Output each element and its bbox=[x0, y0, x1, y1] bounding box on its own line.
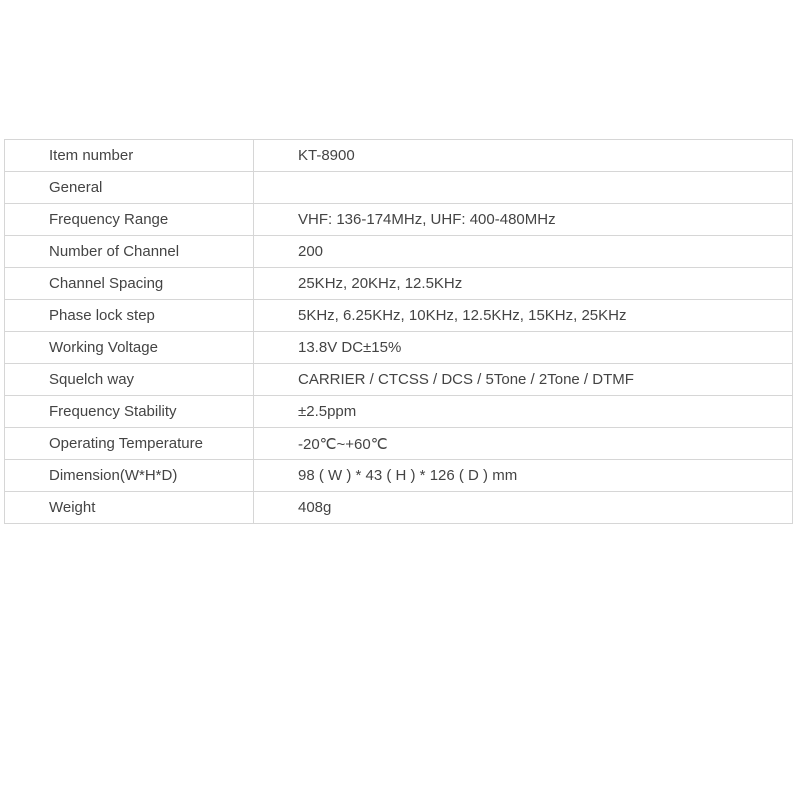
spec-value: KT-8900 bbox=[254, 140, 793, 172]
table-row bbox=[5, 396, 793, 428]
specification-table bbox=[4, 139, 793, 524]
table-row bbox=[5, 172, 793, 204]
spec-label: Phase lock step bbox=[5, 300, 254, 332]
table-row bbox=[5, 140, 793, 172]
spec-label: Frequency Range bbox=[5, 204, 254, 236]
spec-value bbox=[254, 172, 793, 204]
spec-value: 200 bbox=[254, 236, 793, 268]
spec-value: 408g bbox=[254, 492, 793, 524]
spec-value: 5KHz, 6.25KHz, 10KHz, 12.5KHz, 15KHz, 25KHz bbox=[254, 300, 793, 332]
table-row bbox=[5, 268, 793, 300]
table-row bbox=[5, 300, 793, 332]
spec-value: 98 ( W ) * 43 ( H ) * 126 ( D ) mm bbox=[254, 460, 793, 492]
spec-value: VHF: 136-174MHz, UHF: 400-480MHz bbox=[254, 204, 793, 236]
spec-label: General bbox=[5, 172, 254, 204]
spec-label: Weight bbox=[5, 492, 254, 524]
table-row bbox=[5, 236, 793, 268]
spec-value: 13.8V DC±15% bbox=[254, 332, 793, 364]
spec-label: Working Voltage bbox=[5, 332, 254, 364]
spec-label: Squelch way bbox=[5, 364, 254, 396]
spec-label: Number of Channel bbox=[5, 236, 254, 268]
table-row bbox=[5, 364, 793, 396]
spec-label: Dimension(W*H*D) bbox=[5, 460, 254, 492]
table-row bbox=[5, 460, 793, 492]
spec-label: Channel Spacing bbox=[5, 268, 254, 300]
table-row bbox=[5, 428, 793, 460]
spec-label: Operating Temperature bbox=[5, 428, 254, 460]
table-row bbox=[5, 204, 793, 236]
spec-label: Item number bbox=[5, 140, 254, 172]
spec-value: CARRIER / CTCSS / DCS / 5Tone / 2Tone / DTMF bbox=[254, 364, 793, 396]
table-row bbox=[5, 332, 793, 364]
spec-value: 25KHz, 20KHz, 12.5KHz bbox=[254, 268, 793, 300]
spec-value: -20℃~+60℃ bbox=[254, 428, 793, 460]
spec-label: Frequency Stability bbox=[5, 396, 254, 428]
table-row bbox=[5, 492, 793, 524]
spec-value: ±2.5ppm bbox=[254, 396, 793, 428]
